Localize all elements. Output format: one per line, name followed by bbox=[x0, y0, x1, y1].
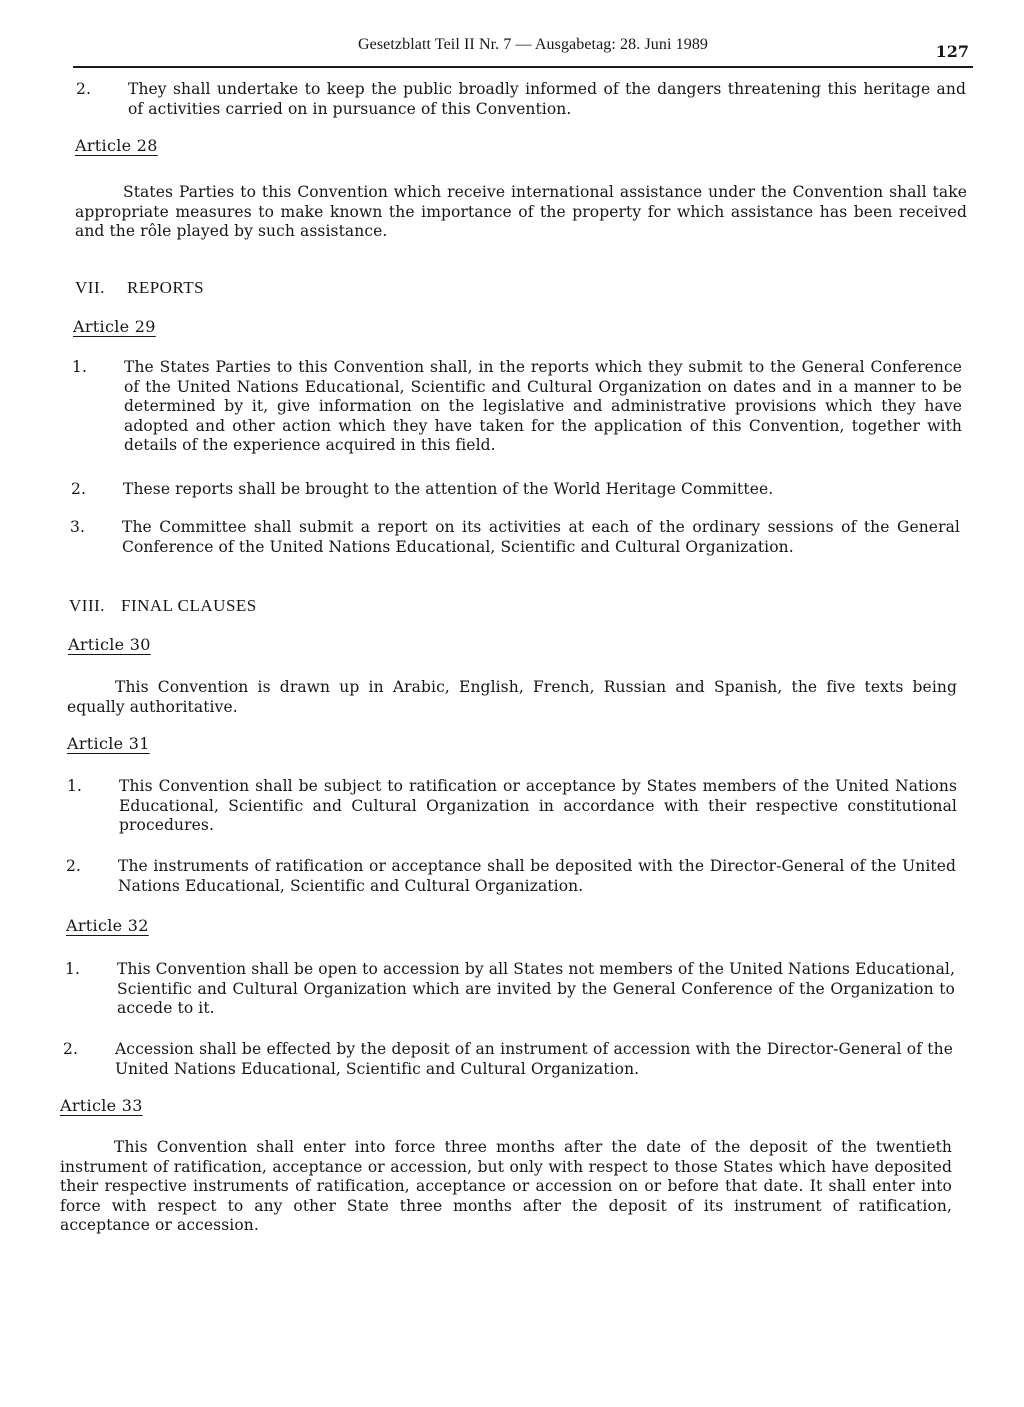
running-header bbox=[73, 36, 973, 68]
item-number: 2. bbox=[76, 80, 91, 98]
article-28-text: States Parties to this Convention which receive international assistance under the Convention shall take appropriate measures to make known the importance of the property for which assistance has been received and the rôle played by such assistance. bbox=[75, 183, 967, 240]
article-30-paragraph bbox=[67, 678, 957, 717]
article-33-paragraph bbox=[60, 1138, 952, 1236]
item-text: These reports shall be brought to the attention of the World Heritage Committee. bbox=[123, 480, 774, 498]
item-text: The States Parties to this Convention shall, in the reports which they submit to the General Conference of the United Nations Educational, Scientific and Cultural Organization on dates and in a manner to be determined by it, give information on the legislative and administrative provisions which they have adopted and other action which they have taken for the application of this Convention, together with details of the experience acquired in this field. bbox=[124, 358, 962, 454]
item-text: They shall undertake to keep the public broadly informed of the dangers threatening this heritage and of activities carried on in pursuance of this Convention. bbox=[128, 80, 966, 118]
article-31-heading: Article 31 bbox=[67, 734, 150, 753]
section-8-roman: VIII. bbox=[69, 596, 106, 615]
item-number: 1. bbox=[67, 777, 82, 795]
article-33-heading: Article 33 bbox=[60, 1096, 143, 1115]
article-28-paragraph bbox=[75, 183, 967, 242]
article-30-heading: Article 30 bbox=[68, 635, 151, 654]
section-7-roman: VII. bbox=[75, 278, 105, 297]
item-text: The instruments of ratification or acceptance shall be deposited with the Director-General of the United Nations Educational, Scientific and Cultural Organization. bbox=[118, 857, 956, 895]
item-text: This Convention shall be open to accession by all States not members of the United Nations Educational, Scientific and Cultural Organization which are invited by the General Conference of the Organization to accede to it. bbox=[117, 960, 955, 1017]
article-32-heading: Article 32 bbox=[66, 916, 149, 935]
item-number: 2. bbox=[71, 480, 86, 498]
item-text: This Convention shall be subject to ratification or acceptance by States members of the United Nations Educational, Scientific and Cultural Organization in accordance with their respective constitutional procedures. bbox=[119, 777, 957, 834]
header-title: Gesetzblatt Teil II Nr. 7 — Ausgabetag: 28. Juni 1989 bbox=[357, 36, 709, 53]
item-number: 1. bbox=[72, 358, 87, 376]
item-number: 2. bbox=[66, 857, 81, 875]
item-number: 3. bbox=[70, 518, 85, 536]
item-text: The Committee shall submit a report on its activities at each of the ordinary sessions of the General Conference of the United Nations Educational, Scientific and Cultural Organization. bbox=[122, 518, 960, 556]
article-33-text: This Convention shall enter into force three months after the date of the deposit of the twentieth instrument of ratification, acceptance or accession, but only with respect to those States which have deposited their respective instruments of ratification, acceptance or accession on or before that date. It shall enter into force with respect to any other State three months after the deposit of its instrument of ratification, acceptance or accession. bbox=[60, 1138, 952, 1234]
section-7-heading bbox=[75, 278, 204, 298]
article-28-heading: Article 28 bbox=[75, 136, 158, 155]
item-number: 2. bbox=[63, 1040, 78, 1058]
section-8-title: FINAL CLAUSES bbox=[121, 596, 257, 615]
item-number: 1. bbox=[65, 960, 80, 978]
page-number: 127 bbox=[935, 42, 969, 61]
article-30-text: This Convention is drawn up in Arabic, English, French, Russian and Spanish, the five texts being equally authoritative. bbox=[67, 678, 957, 716]
section-7-title: REPORTS bbox=[127, 278, 205, 297]
item-text: Accession shall be effected by the deposit of an instrument of accession with the Director-General of the United Nations Educational, Scientific and Cultural Organization. bbox=[115, 1040, 953, 1078]
article-29-heading: Article 29 bbox=[73, 317, 156, 336]
section-8-heading bbox=[69, 596, 257, 616]
